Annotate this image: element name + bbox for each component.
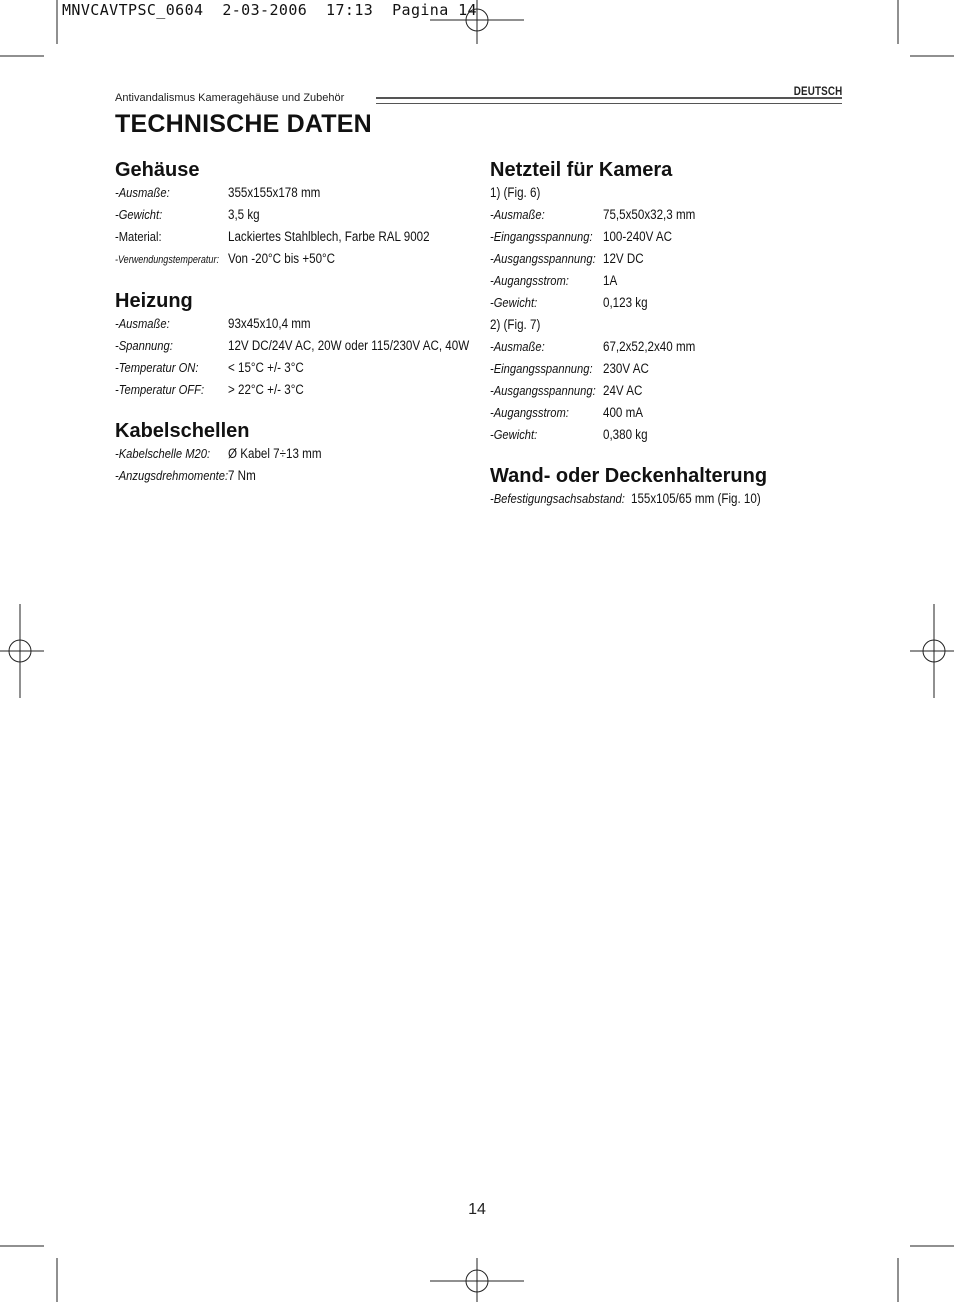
spec-label: -Temperatur OFF: bbox=[115, 382, 205, 397]
spec-value: 155x105/65 mm (Fig. 10) bbox=[631, 491, 761, 506]
spec-value: 24V AC bbox=[603, 383, 643, 398]
spec-label: -Befestigungsachsabstand: bbox=[490, 491, 625, 506]
spec-value: 355x155x178 mm bbox=[228, 185, 321, 200]
spec-row bbox=[490, 336, 850, 358]
section-title: Gehäuse bbox=[115, 159, 200, 181]
section-title: Wand- oder Deckenhalterung bbox=[490, 465, 768, 487]
spec-label: -Gewicht: bbox=[490, 295, 538, 310]
section-halterung bbox=[490, 464, 850, 510]
spec-value: 12V DC/24V AC, 20W oder 115/230V AC, 40W bbox=[228, 338, 470, 353]
section-heizung bbox=[115, 289, 475, 401]
section-title: Netzteil für Kamera bbox=[490, 159, 673, 181]
spec-value: Lackiertes Stahlblech, Farbe RAL 9002 bbox=[228, 229, 430, 244]
spec-row bbox=[490, 204, 850, 226]
spec-row bbox=[490, 226, 850, 248]
sub-heading-text: 2) (Fig. 7) bbox=[490, 317, 541, 332]
spec-row bbox=[115, 335, 475, 357]
spec-row bbox=[490, 380, 850, 402]
section-kabelschellen bbox=[115, 419, 475, 487]
spec-label: -Temperatur ON: bbox=[115, 360, 199, 375]
spec-value: 7 Nm bbox=[228, 468, 256, 483]
spec-row bbox=[115, 443, 475, 465]
section-netzteil bbox=[490, 158, 850, 446]
spec-label: -Gewicht: bbox=[490, 427, 538, 442]
spec-value: 1A bbox=[603, 273, 618, 288]
spec-label: -Ausmaße: bbox=[115, 185, 170, 200]
spec-row bbox=[490, 358, 850, 380]
page-title: TECHNISCHE DATEN bbox=[115, 110, 372, 138]
spec-value: 67,2x52,2x40 mm bbox=[603, 339, 696, 354]
header-rule bbox=[376, 97, 842, 104]
spec-row bbox=[490, 488, 850, 510]
section-title: Kabelschellen bbox=[115, 420, 250, 442]
spec-label: -Ausgangsspannung: bbox=[490, 383, 596, 398]
sub-heading-text: 1) (Fig. 6) bbox=[490, 185, 541, 200]
spec-value: Von -20°C bis +50°C bbox=[228, 251, 336, 266]
spec-label: -Kabelschelle M20: bbox=[115, 446, 211, 461]
spec-value: 0,123 kg bbox=[603, 295, 648, 310]
spec-label: -Material: bbox=[115, 229, 162, 244]
spec-label: -Gewicht: bbox=[115, 207, 163, 222]
spec-row bbox=[115, 357, 475, 379]
spec-row bbox=[490, 424, 850, 446]
spec-value: 100-240V AC bbox=[603, 229, 673, 244]
spec-label: -Verwendungstemperatur: bbox=[115, 254, 219, 266]
section-gehaeuse bbox=[115, 158, 475, 271]
spec-value: 75,5x50x32,3 mm bbox=[603, 207, 696, 222]
language-label: DEUTSCH bbox=[793, 84, 842, 98]
spec-value: < 15°C +/- 3°C bbox=[228, 360, 304, 375]
spec-row bbox=[490, 248, 850, 270]
spec-value: Ø Kabel 7÷13 mm bbox=[228, 446, 322, 461]
sub-heading bbox=[490, 182, 850, 204]
spec-value: 0,380 kg bbox=[603, 427, 648, 442]
spec-label: -Ausmaße: bbox=[490, 207, 545, 222]
running-header-title: Antivandalismus Kameragehäuse und Zubehör bbox=[115, 92, 345, 104]
spec-row bbox=[115, 226, 475, 248]
section-title: Heizung bbox=[115, 290, 193, 312]
spec-row bbox=[115, 204, 475, 226]
spec-label: -Augangsstrom: bbox=[490, 273, 569, 288]
spec-row bbox=[490, 292, 850, 314]
spec-row bbox=[490, 270, 850, 292]
spec-label: -Eingangsspannung: bbox=[490, 229, 593, 244]
spec-row bbox=[115, 379, 475, 401]
spec-label: -Augangsstrom: bbox=[490, 405, 569, 420]
right-column bbox=[490, 158, 850, 528]
page-number: 14 bbox=[468, 1201, 486, 1218]
spec-row bbox=[115, 465, 475, 487]
sub-heading bbox=[490, 314, 850, 336]
spec-label: -Anzugsdrehmomente: bbox=[115, 468, 229, 483]
spec-row bbox=[115, 248, 475, 271]
print-slug-line: MNVCAVTPSC_0604 2-03-2006 17:13 Pagina 14 bbox=[62, 1, 477, 19]
spec-value: > 22°C +/- 3°C bbox=[228, 382, 304, 397]
spec-label: -Ausmaße: bbox=[490, 339, 545, 354]
spec-label: -Ausmaße: bbox=[115, 316, 170, 331]
left-column bbox=[115, 158, 475, 505]
spec-label: -Ausgangsspannung: bbox=[490, 251, 596, 266]
spec-label: -Spannung: bbox=[115, 338, 173, 353]
spec-value: 400 mA bbox=[603, 405, 644, 420]
spec-label: -Eingangsspannung: bbox=[490, 361, 593, 376]
spec-row bbox=[115, 182, 475, 204]
spec-value: 230V AC bbox=[603, 361, 649, 376]
spec-row bbox=[115, 313, 475, 335]
spec-value: 3,5 kg bbox=[228, 207, 260, 222]
spec-value: 93x45x10,4 mm bbox=[228, 316, 311, 331]
spec-value: 12V DC bbox=[603, 251, 644, 266]
spec-row bbox=[490, 402, 850, 424]
